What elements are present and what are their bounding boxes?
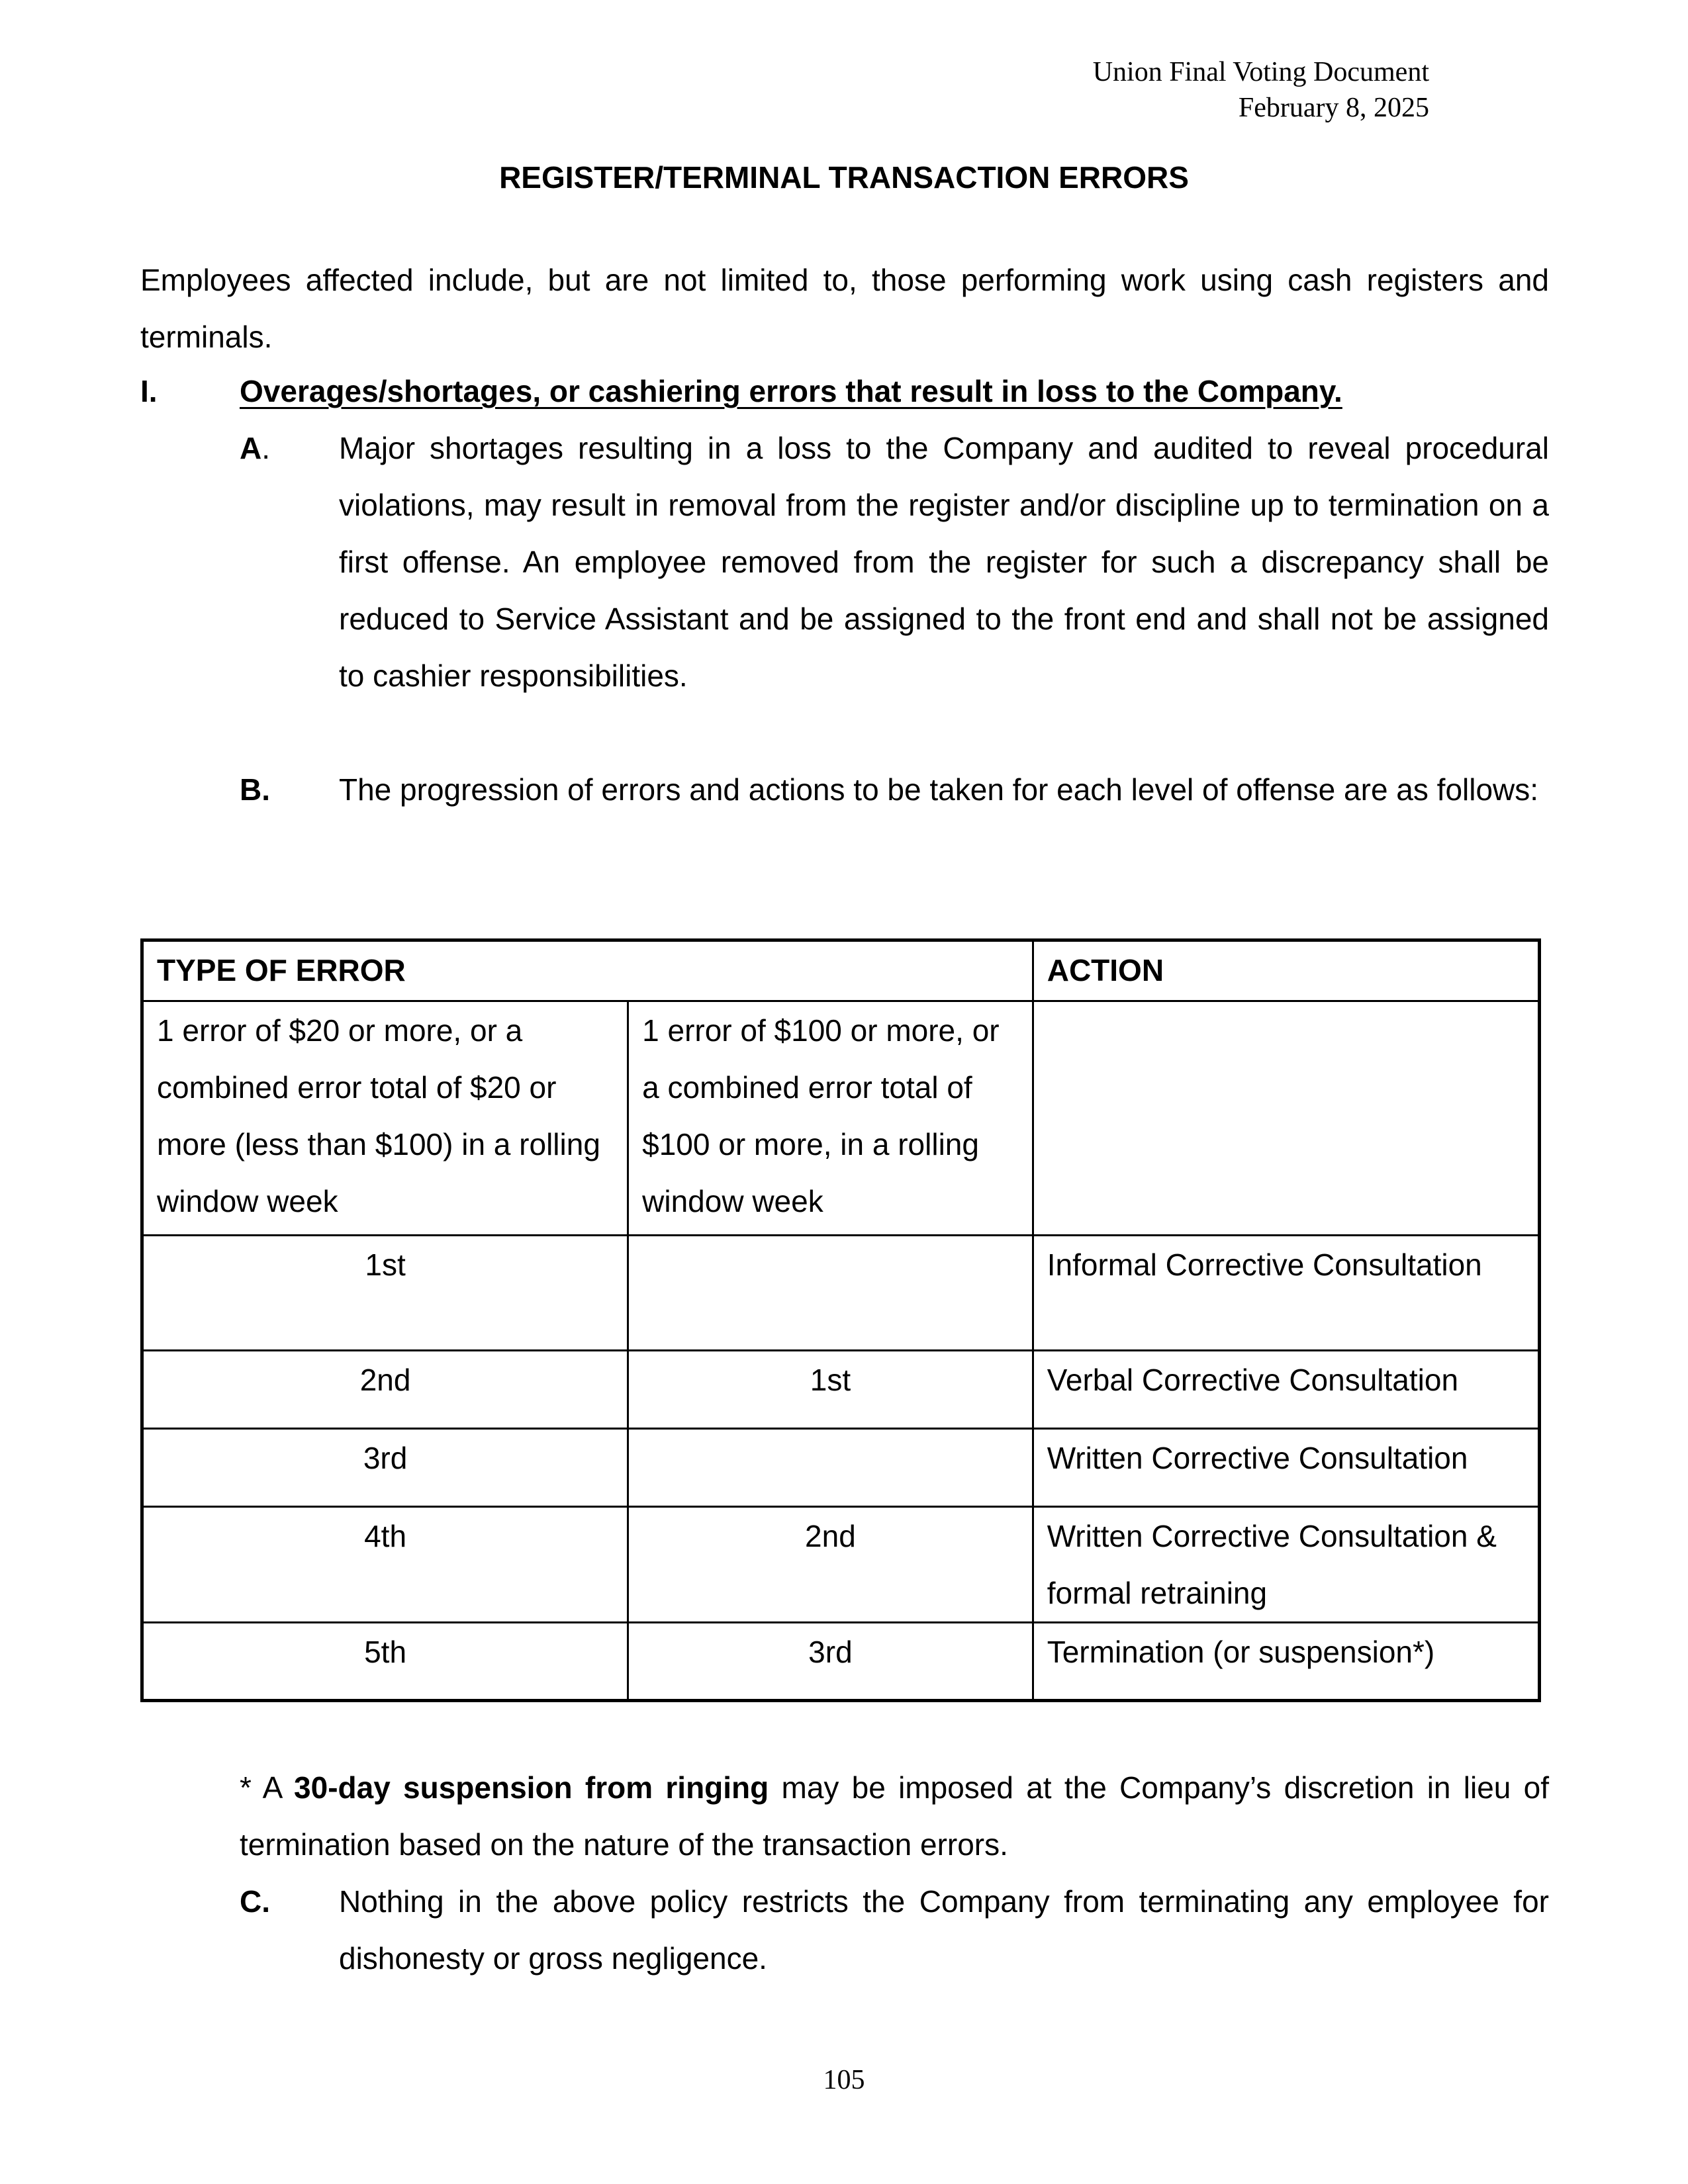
row-5-minor: 5th bbox=[142, 1623, 628, 1701]
document-header bbox=[767, 54, 1429, 126]
row-4-major: 2nd bbox=[628, 1507, 1033, 1623]
desc-action-empty bbox=[1033, 1001, 1539, 1236]
header-action: ACTION bbox=[1033, 940, 1539, 1001]
row-3-major bbox=[628, 1429, 1033, 1507]
table-row bbox=[142, 1236, 1540, 1351]
item-b-text: The progression of errors and actions to be taken for each level of offense are as follows: bbox=[339, 772, 1539, 807]
header-date: February 8, 2025 bbox=[1238, 93, 1429, 123]
desc-minor-errors: 1 error of $20 or more, or a combined error total of $20 or more (less than $100) in a rolling window week bbox=[142, 1001, 628, 1236]
section-heading: Overages/shortages, or cashiering errors that result in loss to the Company. bbox=[240, 374, 1342, 408]
table-row bbox=[142, 1507, 1540, 1623]
table-row bbox=[142, 1429, 1540, 1507]
row-2-action: Verbal Corrective Consultation bbox=[1033, 1351, 1539, 1429]
row-5-major: 3rd bbox=[628, 1623, 1033, 1701]
page-number: 105 bbox=[823, 2065, 865, 2095]
table-row bbox=[142, 1351, 1540, 1429]
suspension-footnote bbox=[240, 1759, 1549, 1873]
row-1-major bbox=[628, 1236, 1033, 1351]
row-4-action: Written Corrective Consultation & formal retraining bbox=[1033, 1507, 1539, 1623]
footnote-prefix: * A bbox=[240, 1770, 295, 1805]
page-title: REGISTER/TERMINAL TRANSACTION ERRORS bbox=[499, 160, 1189, 195]
footnote-bold: 30-day suspension from ringing bbox=[294, 1770, 769, 1805]
table-description-row bbox=[142, 1001, 1540, 1236]
row-2-minor: 2nd bbox=[142, 1351, 628, 1429]
item-a-text: Major shortages resulting in a loss to the Company and audited to reveal procedural violations, may result in removal from the register and/or discipline up to termination on a first offense. An employee removed from the register for such a discrepancy shall be reduced to Service Assistant and be assigned to the front end and shall not be assigned to cashier responsibilities. bbox=[339, 431, 1549, 693]
item-c-text: Nothing in the above policy restricts the Company from terminating any employee for dishonesty or gross negligence. bbox=[339, 1884, 1549, 1976]
error-progression-table bbox=[140, 938, 1541, 1702]
footnote-suffix: may be imposed at the Company’s discretion in lieu of termination based on the nature of the transaction errors. bbox=[240, 1770, 1549, 1862]
section-number: I. bbox=[140, 374, 158, 408]
item-b-letter: B. bbox=[240, 772, 270, 807]
row-5-action: Termination (or suspension*) bbox=[1033, 1623, 1539, 1701]
row-1-action: Informal Corrective Consultation bbox=[1033, 1236, 1539, 1351]
row-1-minor: 1st bbox=[142, 1236, 628, 1351]
row-2-major: 1st bbox=[628, 1351, 1033, 1429]
intro-paragraph: Employees affected include, but are not limited to, those performing work using cash registers and terminals. bbox=[140, 263, 1549, 354]
item-c-letter: C. bbox=[240, 1884, 270, 1919]
table-row bbox=[142, 1623, 1540, 1701]
row-3-action: Written Corrective Consultation bbox=[1033, 1429, 1539, 1507]
header-document-name: Union Final Voting Document bbox=[1092, 57, 1429, 87]
item-a-letter: A. bbox=[240, 431, 271, 465]
table-header-row bbox=[142, 940, 1540, 1001]
row-3-minor: 3rd bbox=[142, 1429, 628, 1507]
desc-major-errors: 1 error of $100 or more, or a combined error total of $100 or more, in a rolling window week bbox=[628, 1001, 1033, 1236]
row-4-minor: 4th bbox=[142, 1507, 628, 1623]
header-type-of-error: TYPE OF ERROR bbox=[142, 940, 1033, 1001]
